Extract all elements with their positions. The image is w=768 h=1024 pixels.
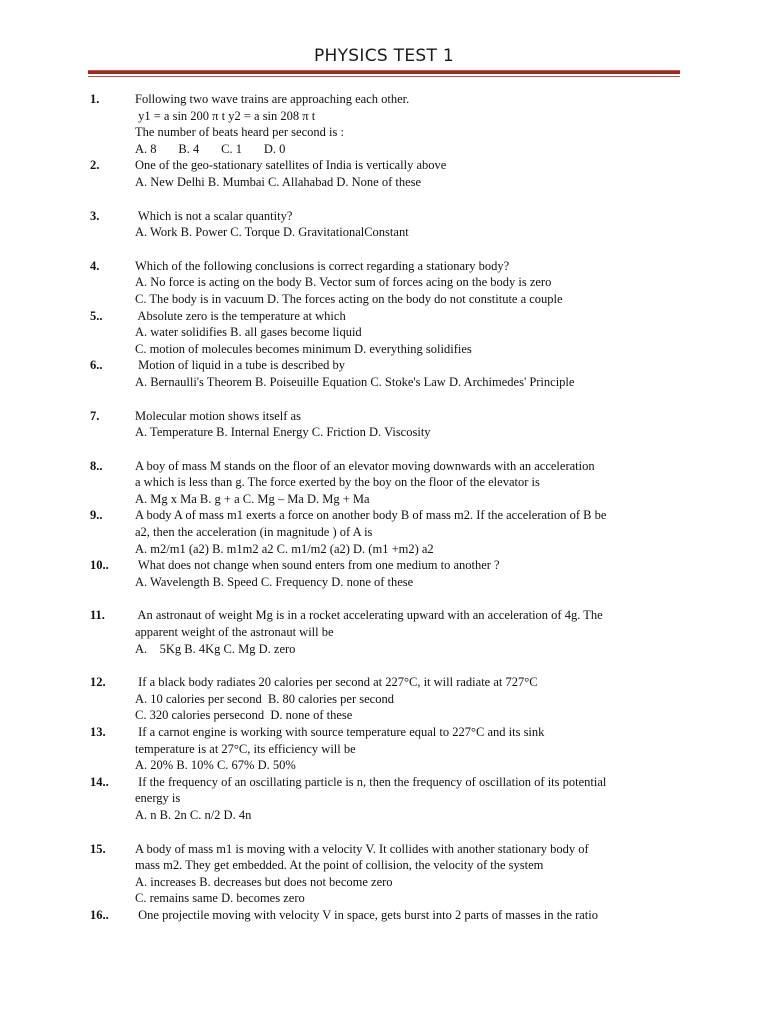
question-spacer: [0, 824, 768, 841]
question-body: [135, 458, 625, 508]
question-line: a2, then the acceleration (in magnitude ) of A is: [135, 525, 373, 540]
question-item: [0, 357, 768, 390]
question-body: [135, 774, 625, 824]
question-number: 10..: [90, 558, 109, 573]
question-line: C. The body is in vacuum D. The forces acting on the body do not constitute a couple: [135, 291, 563, 306]
question-body: [135, 91, 625, 157]
question-number: 8..: [90, 458, 103, 473]
question-line: y1 = a sin 200 π t y2 = a sin 208 π t: [135, 108, 316, 123]
question-item: [0, 907, 768, 924]
question-line: temperature is at 27°C, its efficiency will be: [135, 741, 356, 756]
question-text: A boy of mass M stands on the floor of an elevator moving downwards with an acceleration: [135, 458, 595, 473]
question-item: [0, 507, 768, 557]
question-number: 13.: [90, 725, 106, 739]
question-line: A. New Delhi B. Mumbai C. Allahabad D. None of these: [135, 174, 422, 189]
question-spacer: [0, 241, 768, 258]
question-number: 9..: [90, 508, 103, 523]
question-line: A. 5Kg B. 4Kg C. Mg D. zero: [135, 641, 296, 656]
question-line: C. motion of molecules becomes minimum D. everything solidifies: [135, 341, 472, 356]
question-number: 2.: [90, 158, 100, 173]
question-text: Molecular motion shows itself as: [135, 408, 301, 423]
question-item: [0, 258, 768, 308]
question-line: apparent weight of the astronaut will be: [135, 625, 334, 640]
question-number: 14..: [90, 774, 109, 789]
question-item: [0, 157, 768, 190]
question-item: [0, 308, 768, 358]
question-spacer: [0, 590, 768, 607]
title-divider: [88, 70, 680, 74]
title-divider-thin: [88, 76, 680, 77]
question-body: [135, 208, 625, 241]
question-line: C. 320 calories persecond D. none of these: [135, 708, 353, 723]
question-body: [135, 308, 625, 358]
question-item: [0, 674, 768, 724]
question-spacer: [0, 657, 768, 674]
question-item: [0, 724, 768, 774]
question-text: Absolute zero is the temperature at which: [135, 308, 346, 323]
question-text: A body of mass m1 is moving with a velocity V. It collides with another stationary body of: [135, 841, 589, 856]
question-spacer: [0, 391, 768, 408]
question-line: A. Bernaulli's Theorem B. Poiseuille Equation C. Stoke's Law D. Archimedes' Principle: [135, 374, 575, 389]
question-item: [0, 408, 768, 441]
question-body: [135, 841, 625, 907]
question-text: Following two wave trains are approaching each other.: [135, 92, 410, 106]
question-body: [135, 557, 625, 590]
question-body: [135, 157, 625, 190]
question-text: One projectile moving with velocity V in space, gets burst into 2 parts of masses in the ratio: [135, 907, 598, 922]
question-text: Which of the following conclusions is correct regarding a stationary body?: [135, 258, 510, 273]
question-number: 15.: [90, 841, 106, 856]
question-text: Motion of liquid in a tube is described by: [135, 358, 346, 373]
question-line: a which is less than g. The force exerted by the boy on the floor of the elevator is: [135, 475, 540, 490]
question-number: 5..: [90, 308, 103, 323]
question-body: [135, 258, 625, 308]
question-text: If a carnot engine is working with source temperature equal to 227°C and its sink: [135, 725, 545, 739]
question-number: 7.: [90, 408, 100, 423]
question-line: A. m2/m1 (a2) B. m1m2 a2 C. m1/m2 (a2) D. (m1 +m2) a2: [135, 541, 434, 556]
question-body: [135, 357, 625, 390]
question-line: C. remains same D. becomes zero: [135, 891, 305, 906]
question-number: 4.: [90, 258, 100, 273]
question-text: If a black body radiates 20 calories per second at 227°C, it will radiate at 727°C: [135, 675, 538, 690]
question-line: A. No force is acting on the body B. Vector sum of forces acing on the body is zero: [135, 275, 552, 290]
question-item: [0, 774, 768, 824]
question-body: [135, 724, 625, 774]
question-line: mass m2. They get embedded. At the point of collision, the velocity of the system: [135, 858, 544, 873]
question-text: One of the geo-stationary satellites of India is vertically above: [135, 158, 447, 173]
question-item: [0, 557, 768, 590]
question-number: 12.: [90, 675, 106, 690]
question-body: [135, 507, 625, 557]
question-list: [0, 91, 768, 924]
question-text: What does not change when sound enters from one medium to another ?: [135, 558, 500, 573]
question-line: A. increases B. decreases but does not become zero: [135, 874, 393, 889]
question-line: A. Mg x Ma B. g + a C. Mg – Ma D. Mg + Ma: [135, 491, 370, 506]
question-number: 3.: [90, 208, 100, 223]
question-body: [135, 408, 625, 441]
question-line: energy is: [135, 791, 181, 806]
question-text: Which is not a scalar quantity?: [135, 208, 293, 223]
question-item: [0, 208, 768, 241]
question-number: 11.: [90, 608, 105, 623]
question-item: [0, 458, 768, 508]
question-line: A. Wavelength B. Speed C. Frequency D. none of these: [135, 574, 414, 589]
question-item: [0, 841, 768, 907]
question-line: A. 20% B. 10% C. 67% D. 50%: [135, 758, 296, 773]
question-body: [135, 674, 625, 724]
question-item: [0, 607, 768, 657]
page-title: PHYSICS TEST 1: [313, 46, 454, 66]
question-item: [0, 91, 768, 157]
question-number: 1.: [90, 92, 100, 106]
question-line: A. water solidifies B. all gases become liquid: [135, 325, 362, 340]
question-spacer: [0, 191, 768, 208]
question-line: The number of beats heard per second is :: [135, 125, 344, 140]
question-line: A. Temperature B. Internal Energy C. Friction D. Viscosity: [135, 425, 431, 440]
question-line: A. n B. 2n C. n/2 D. 4n: [135, 807, 252, 822]
question-body: [135, 607, 625, 657]
question-body: [135, 907, 625, 924]
question-text: If the frequency of an oscillating particle is n, then the frequency of oscillation of its potential: [135, 774, 607, 789]
question-line: A. 8 B. 4 C. 1 D. 0: [135, 141, 286, 156]
question-number: 6..: [90, 358, 103, 373]
question-number: 16..: [90, 907, 109, 922]
question-spacer: [0, 441, 768, 458]
question-line: A. 10 calories per second B. 80 calories per second: [135, 691, 394, 706]
question-text: An astronaut of weight Mg is in a rocket accelerating upward with an acceleration of 4g. The: [135, 608, 603, 623]
question-text: A body A of mass m1 exerts a force on another body B of mass m2. If the acceleration of B be: [135, 508, 607, 523]
question-line: A. Work B. Power C. Torque D. GravitationalConstant: [135, 225, 409, 240]
